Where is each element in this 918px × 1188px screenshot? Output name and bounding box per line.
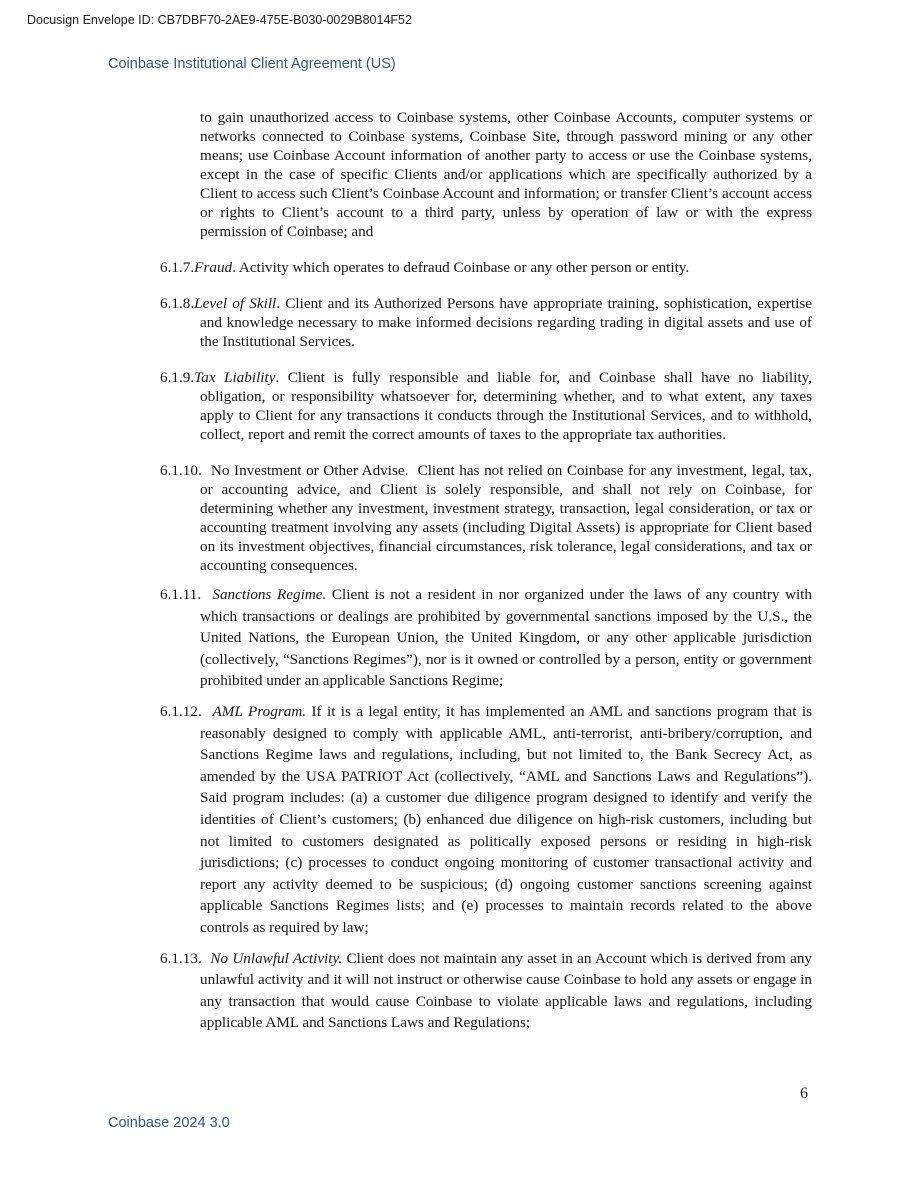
clause-text: Client is not a resident in nor organized under the laws of any country with which transactions or dealings are prohibited by governmental sanctions imposed by the U.S., the United Nations, the European Union, the United Kingdom, or any other applicable jurisdiction (collectively, “Sanctions Regimes”), nor is it owned or controlled by a person, entity or government prohibited under an applicable Sanctions Regime; [200,586,812,690]
clause-text: . Client and its Authorized Persons have appropriate training, sophistication, expertise and knowledge necessary to make informed decisions regarding trading in digital assets and use of the Institutional Services. [200,295,812,350]
clause-title: No Unlawful Activity. [210,949,343,967]
clause-text: . Activity which operates to defraud Coinbase or any other person or entity. [232,259,690,276]
clause-text: Client has not relied on Coinbase for any investment, legal, tax, or accounting advice, and Client is solely responsible, and shall not rely on Coinbase, for determining whether any investment, investment strategy, transaction, legal consideration, or tax or accounting treatment involving any assets (including Digital Assets) is appropriate for Client based on its investment objectives, financial circumstances, risk tolerance, legal considerations, and tax or accounting consequences. [200,462,816,574]
clause-number: 6.1.12. [160,702,213,720]
clause-6-1-12 [160,701,812,939]
clause-6-1-7 [160,258,812,277]
continuation-paragraph: to gain unauthorized access to Coinbase systems, other Coinbase Accounts, computer systems or networks connected to Coinbase systems, Coinbase Site, through password mining or any other means; use Coinbase Account information of another party to access or use the Coinbase systems, except in the case of specific Clients and/or applications which are specifically authorized by a Client to access such Client’s Coinbase Account and information; or transfer Client’s account access or rights to Client’s account to a third party, unless by operation of law or with the express permission of Coinbase; and [200,109,812,240]
clause-text: . Client is fully responsible and liable for, and Coinbase shall have no liability, obligation, or responsibility whatsoever for, determining whether, and to what extent, any taxes apply to Client for any transactions it conducts through the Institutional Services, and to withhold, collect, report and remit the correct amounts of taxes to the appropriate tax authorities. [200,369,812,443]
clause-title: Fraud [194,259,233,276]
document-footer: Coinbase 2024 3.0 [108,1115,230,1131]
clause-number: 6.1.13. [160,949,211,967]
clause-6-1-11 [160,584,812,692]
clause-text: If it is a legal entity, it has implemented an AML and sanctions program that is reasonably designed to comply with applicable AML, anti-terrorist, anti-bribery/corruption, and Sanctions Regime laws and regulations, including, but not limited to, the Bank Secrecy Act, as amended by the USA PATRIOT Act (collectively, “AML and Sanctions Laws and Regulations”). Said program includes: (a) a customer due diligence program designed to identify and verify the identities of Client’s customers; (b) enhanced due diligence on high-risk customers, including but not limited to customers designated as politically exposed persons or residing in high-risk jurisdictions; (c) processes to conduct ongoing monitoring of customer transactional activity and report any activity deemed to be suspicious; (d) ongoing customer sanctions screening against applicable Sanctions Regimes lists; and (e) processes to maintain records related to the above controls as required by law; [200,702,812,936]
document-body [160,108,816,1043]
clause-title: Sanctions Regime. [212,586,327,603]
document-header-title: Coinbase Institutional Client Agreement (US) [108,56,396,72]
clause-title: AML Program. [212,702,307,720]
clause-number: 6.1.7. [160,259,195,276]
clause-6-1-9 [160,368,812,444]
clause-title: No Investment or Other Advise. [210,462,409,479]
clause-number: 6.1.10. [160,462,211,479]
clause-6-1-13 [160,948,812,1034]
page-number: 6 [800,1085,808,1102]
clause-title: Level of Skill [194,295,277,312]
clause-6-1-10 [160,461,816,575]
docusign-envelope-id: Docusign Envelope ID: CB7DBF70-2AE9-475E-B030-0029B8014F52 [27,13,412,27]
clause-text: Client does not maintain any asset in an Account which is derived from any unlawful activity and it will not instruct or otherwise cause Coinbase to hold any assets or engage in any transaction that would cause Coinbase to violate applicable laws and regulations, including applicable AML and Sanctions Laws and Regulations; [200,949,813,1032]
clause-number: 6.1.9. [160,369,195,386]
clause-6-1-8 [160,294,812,351]
clause-title: Tax Liability [194,369,276,386]
clause-number: 6.1.8. [160,295,195,312]
clause-number: 6.1.11. [160,586,213,603]
